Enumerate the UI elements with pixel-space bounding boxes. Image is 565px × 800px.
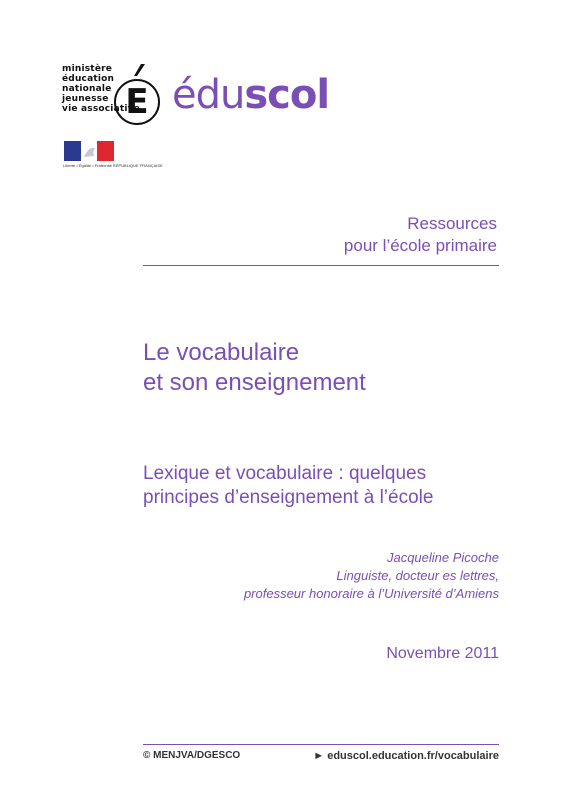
author-name: Jacqueline Picoche bbox=[386, 550, 499, 565]
e-seal-icon: E bbox=[114, 79, 160, 125]
document-title: Le vocabulaire et son enseignement bbox=[143, 339, 366, 396]
footer-divider bbox=[143, 744, 499, 745]
header-divider bbox=[143, 265, 499, 266]
author-block bbox=[244, 549, 499, 603]
republic-caption: Liberté • Égalité • Fraternité RÉPUBLIQUE FRANÇAISE bbox=[63, 163, 163, 168]
republique-francaise-flag-icon bbox=[64, 141, 114, 161]
copyright-notice: © MENJVA/DGESCO bbox=[143, 750, 241, 761]
eduscol-wordmark: éduscol bbox=[172, 72, 330, 118]
resources-heading: Ressources pour l’école primaire bbox=[343, 214, 497, 255]
document-subtitle: Lexique et vocabulaire : quelques principes d’enseignement à l’école bbox=[143, 463, 434, 508]
author-affiliation: professeur honoraire à l’Université d’Amiens bbox=[243, 586, 499, 601]
ministry-wordmark: ministère éducation nationale jeunesse vie associative bbox=[62, 64, 141, 114]
author-role: Linguiste, docteur es lettres, bbox=[336, 568, 499, 583]
accent-mark-icon bbox=[131, 64, 145, 76]
website-link[interactable]: ► eduscol.education.fr/vocabulaire bbox=[313, 750, 499, 762]
publication-date: Novembre 2011 bbox=[386, 645, 499, 662]
